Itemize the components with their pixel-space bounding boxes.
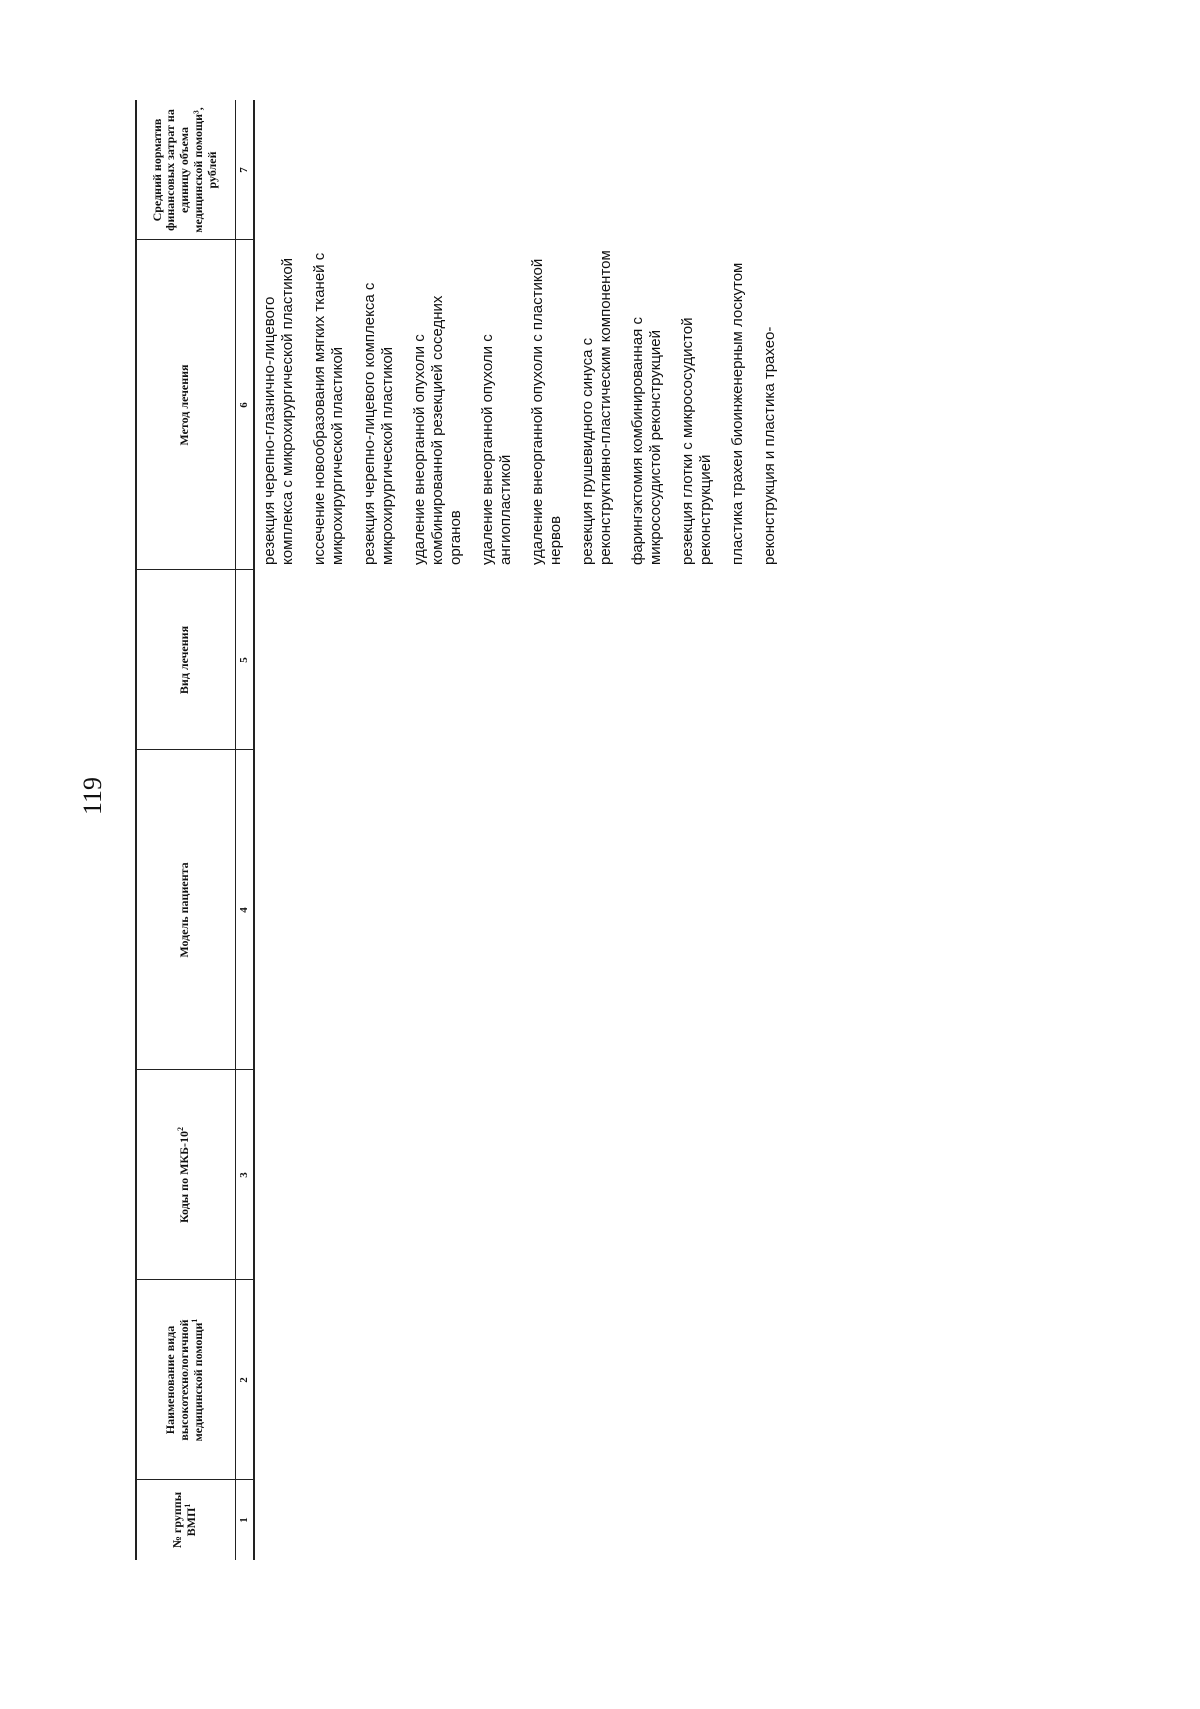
treatment-table <box>135 100 1135 1560</box>
column-number: 1 <box>238 1517 250 1523</box>
method-item: иссечение новообразования мягких тканей с микрохирургической пластикой <box>311 252 346 565</box>
method-item: резекция глотки с микрососудистой реконструкцией <box>679 317 714 565</box>
method-item: удаление внеорганной опухоли с ангиопластикой <box>479 334 514 565</box>
header-vmp-name: Наименование вида высокотехнологичной медицинской помощи$^1$ <box>163 1318 205 1442</box>
column-number: 3 <box>238 1172 250 1178</box>
header-bottom-border <box>253 100 255 1560</box>
header-cost-standard: Средний норматив финансовых затрат на единицу объема медицинской помощи³, рублей <box>149 107 219 233</box>
header-treatment-method: Метод лечения <box>177 364 192 446</box>
column-number: 5 <box>238 657 250 663</box>
page-number: 119 <box>78 776 107 815</box>
column-number: 7 <box>238 167 250 173</box>
method-item: пластика трахеи биоинженерным лоскутом <box>729 262 746 565</box>
column-number: 6 <box>238 402 250 408</box>
column-number: 4 <box>238 907 250 913</box>
method-item: фарингэктомия комбинированная с микрососудистой реконструкцией <box>629 317 664 565</box>
method-item: реконструкция и пластика трахео- <box>761 326 778 565</box>
header-icd-codes: Коды по МКБ-$10^2$ <box>176 1126 192 1224</box>
treatment-methods-list <box>261 245 793 565</box>
column-number: 2 <box>238 1377 250 1383</box>
method-item: резекция черепно-глазнично-лицевого комплекса с микрохирургической пластикой <box>261 257 296 565</box>
method-item: удаление внеорганной опухоли с пластикой нервов <box>529 258 564 565</box>
method-item: резекция черепно-лицевого комплекса с микрохирургической пластикой <box>361 282 396 565</box>
method-item: удаление внеорганной опухоли с комбинированной резекцией соседних органов <box>411 295 464 565</box>
method-item: резекция грушевидного синуса с реконструктивно-пластическим компонентом <box>579 250 614 565</box>
header-treatment-type: Вид лечения <box>177 625 192 695</box>
header-group-number: № группы ВМП$^1$ <box>170 1491 198 1549</box>
header-patient-model: Модель пациента <box>177 862 192 958</box>
